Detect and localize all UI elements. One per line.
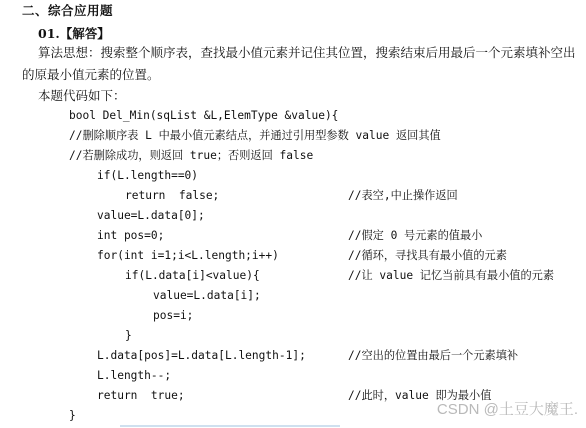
code-comment: //让 value 记忆当前具有最小值的元素	[348, 269, 555, 282]
code-line: if(L.data[i]<value){	[125, 269, 260, 282]
code-line: pos=i;	[153, 309, 194, 322]
bottom-divider	[120, 425, 340, 427]
code-comment: //若删除成功，则返回 true；否则返回 false	[69, 149, 314, 162]
code-comment: //此时，value 即为最小值	[348, 389, 492, 402]
code-comment: //删除顺序表 L 中最小值元素结点，并通过引用型参数 value 返回其值	[69, 129, 441, 142]
code-line: }	[69, 409, 76, 422]
code-signature: bool Del_Min(sqList &L,ElemType &value){	[69, 109, 339, 122]
code-line: value=L.data[i];	[153, 289, 261, 302]
code-line: if(L.length==0)	[97, 169, 199, 182]
algorithm-idea-paragraph: 算法思想：搜索整个顺序表，查找最小值元素并记住其位置，搜索结束后用最后一个元素填补空出的原最小值元素的位置。	[22, 45, 576, 82]
code-line: int pos=0;	[97, 229, 165, 242]
code-comment: //表空,中止操作返回	[348, 189, 458, 202]
code-comment: //假定 0 号元素的值最小	[348, 229, 483, 242]
code-line: return true;	[97, 389, 185, 402]
code-line: for(int i=1;i<L.length;i++)	[97, 249, 279, 262]
code-line: L.length--;	[97, 369, 172, 382]
code-comment: //循环，寻找具有最小值的元素	[348, 249, 507, 262]
code-comment: //空出的位置由最后一个元素填补	[348, 349, 519, 362]
csdn-watermark: CSDN @土豆大魔王.	[436, 401, 578, 418]
question-title: 01.【解答】	[38, 26, 110, 41]
code-line: L.data[pos]=L.data[L.length-1];	[97, 349, 306, 362]
code-line: return false;	[125, 189, 220, 202]
code-intro: 本题代码如下：	[38, 88, 126, 103]
code-line: }	[125, 329, 132, 342]
code-line: value=L.data[0];	[97, 209, 205, 222]
section-heading: 二、综合应用题	[22, 3, 114, 18]
